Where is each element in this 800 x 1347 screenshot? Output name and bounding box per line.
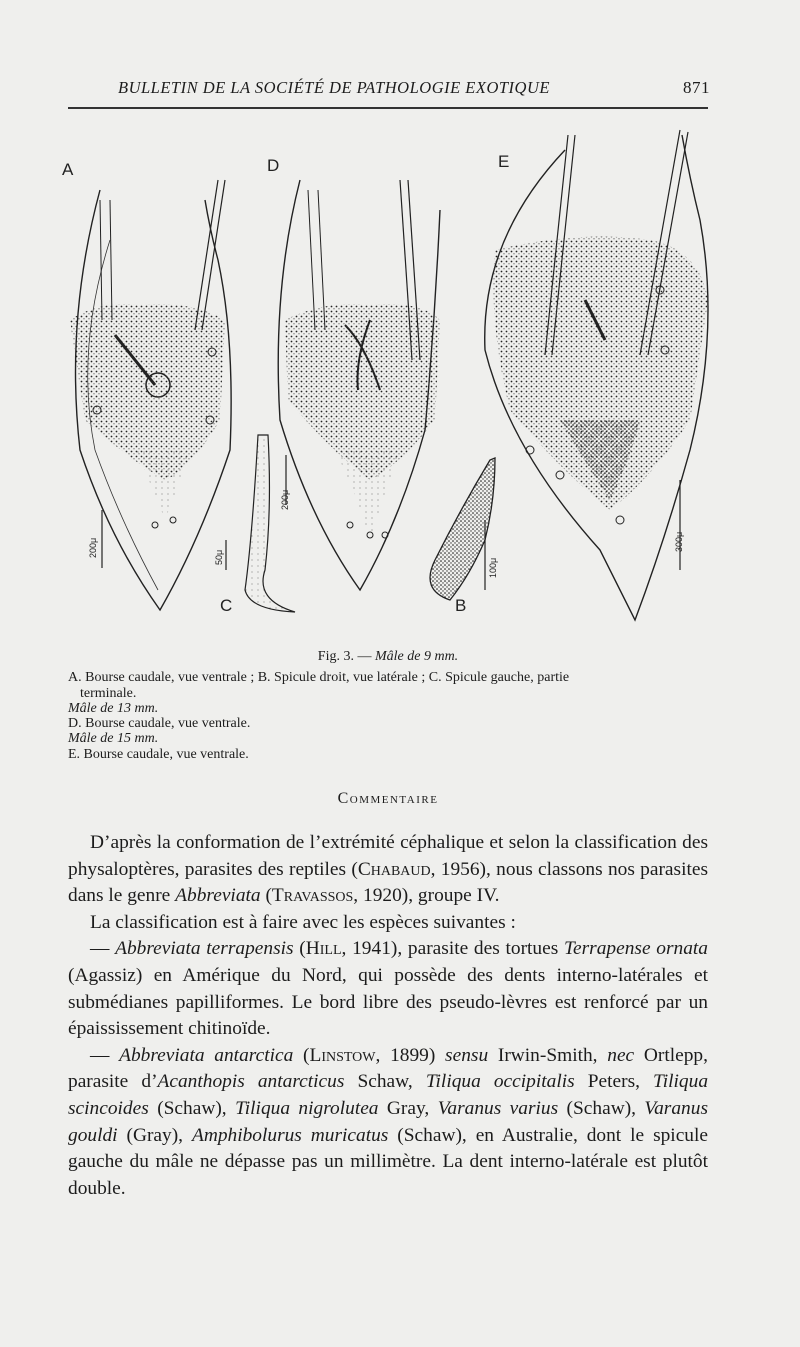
fig-male-9: Mâle de 9 mm. [374,649,459,664]
p1-text-c: ( [260,885,272,907]
p3-dash: — [90,938,116,960]
scale-a: 200μ [88,537,98,558]
figure-3 [40,120,760,650]
body-text [68,830,708,1202]
caption-line-e: E. Bourse caudale, vue ventrale. [68,747,249,762]
author-chabaud: Chabaud [357,858,431,880]
host-amphibolurus: Amphibolurus muricatus [191,1124,389,1146]
p4-dash: — [90,1044,120,1066]
p4-text-k: (Schaw), en Australie, dont le spicule gauche du mâle ne dépasse pas un millimètre. La dent interno-latérale est plutôt double. [68,1124,708,1199]
word-sensu: sensu [445,1044,489,1066]
host-varanus-gouldi: Varanus gouldi [68,1097,708,1146]
caption-line-a: A. Bourse caudale, vue ventrale ; B. Spicule droit, vue latérale ; C. Spicule gauche, partie [68,670,570,685]
p4-text-i: (Schaw), [558,1097,645,1119]
p4-text-b: , 1899) [375,1044,446,1066]
figure-caption-title [68,649,708,665]
p1-text-a: D’après la conformation de l’extrémité céphalique et selon la classification des physaloptères, parasites des reptiles ( [68,832,708,880]
p4-text-a: ( [293,1044,310,1066]
scale-e: 300μ [674,531,684,552]
label-b: B [455,596,467,615]
p1-text-d: , 1920), groupe IV. [353,885,500,907]
p4-text-c: Irwin-Smith, [488,1044,608,1066]
figure-drawing [40,120,760,650]
running-header [118,78,708,98]
panel-d-drawing [278,180,440,590]
scale-c-right: 200μ [280,489,290,510]
label-a: A [62,160,74,179]
author-hill: Hill [305,938,342,960]
host-tiliqua-occipitalis: Tiliqua occipitalis [425,1071,575,1093]
label-e: E [498,152,510,171]
panel-c-drawing [226,435,295,612]
p4-text-j: (Gray), [117,1124,192,1146]
p3-text-a: ( [293,938,306,960]
species-terrapensis: Abbreviata terrapensis [115,938,294,960]
host-terrapense: Terrapense ornata [564,938,709,960]
caption-line-a2: terminale. [80,686,137,701]
word-nec: nec [607,1044,635,1066]
author-linstow: Linstow [309,1044,376,1066]
fig-number: Fig. 3. — [317,649,375,664]
page-number: 871 [683,78,710,97]
p3-text-b: , 1941), parasite des tortues [341,938,565,960]
panel-b-drawing [430,458,495,600]
host-tiliqua-nigrolutea: Tiliqua nigrolutea [235,1097,379,1119]
p4-text-e: Schaw, [344,1071,426,1093]
caption-line-d: D. Bourse caudale, vue ventrale. [68,716,251,731]
scale-c-left: 50μ [214,549,224,565]
host-acanthopis: Acanthopis antarcticus [157,1071,345,1093]
host-tiliqua-scincoides: Tiliqua scincoides [68,1071,709,1119]
paragraph-3 [68,936,708,1042]
paragraph-4 [68,1043,708,1203]
genus-abbreviata: Abbreviata [175,885,261,907]
author-travassos: Travassos [271,885,354,907]
p4-text-h: Gray, [378,1097,438,1119]
running-title: BULLETIN DE LA SOCIÉTÉ DE PATHOLOGIE EXOTIQUE [118,78,550,97]
species-antarctica: Abbreviata antarctica [119,1044,294,1066]
p3-text-c: (Agassiz) en Amérique du Nord, qui possède des dents interno-latérales et submédianes papilliformes. Le bord libre des pseudo-lèvres est renforcé par un épaississement chitinoïde. [68,964,708,1040]
p4-text-d: Ortlepp, parasite d’ [68,1044,708,1093]
header-rule [68,107,708,109]
host-varanus-varius: Varanus varius [437,1097,559,1119]
paragraph-2: La classification est à faire avec les espèces suivantes : [90,911,516,933]
caption-male-15: Mâle de 15 mm. [68,731,159,746]
label-d: D [267,156,280,175]
p1-text-b: , 1956), nous classons nos parasites dans le genre [68,858,709,907]
caption-male-13: Mâle de 13 mm. [68,701,159,716]
label-c: C [220,596,233,615]
p4-text-g: (Schaw), [148,1097,236,1119]
scale-b: 100μ [488,557,498,578]
p4-text-f: Peters, [574,1071,654,1093]
paragraph-1 [68,830,708,910]
section-title: Commentaire [337,790,439,807]
